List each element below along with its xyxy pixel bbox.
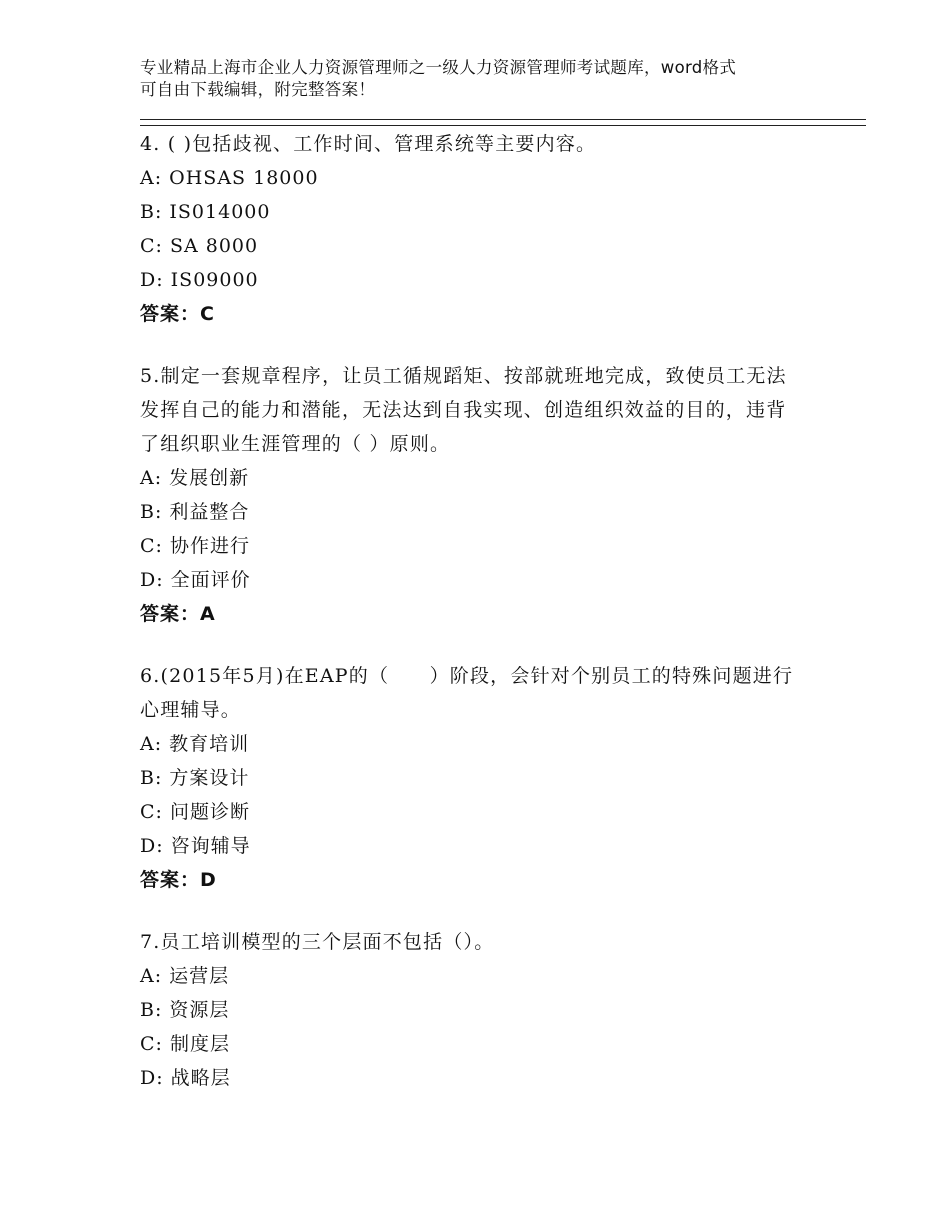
option-d: D: 战略层 (140, 1067, 231, 1089)
option-c: C: SA 8000 (140, 235, 259, 257)
option-d: D: 全面评价 (140, 569, 251, 591)
question-6 (140, 659, 800, 897)
option-c: C: 问题诊断 (140, 801, 250, 823)
option-b: B: 利益整合 (140, 501, 250, 523)
document-header (140, 57, 820, 101)
option-b: B: 资源层 (140, 999, 230, 1021)
question-stem: 5.制定一套规章程序，让员工循规蹈矩、按部就班地完成，致使员工无法发挥自己的能力和潜能，无法达到自我实现、创造组织效益的目的，违背了组织职业生涯管理的（ ）原则。 (140, 365, 787, 455)
answer: 答案：D (140, 869, 217, 891)
header-divider (140, 119, 866, 126)
option-b: B: IS014000 (140, 201, 271, 223)
option-a: A: OHSAS 18000 (140, 167, 319, 189)
header-line-1: 专业精品上海市企业人力资源管理师之一级人力资源管理师考试题库，word格式 (140, 58, 737, 77)
question-5 (140, 359, 800, 631)
option-a: A: 运营层 (140, 965, 230, 987)
option-c: C: 制度层 (140, 1033, 230, 1055)
answer: 答案：C (140, 303, 215, 325)
option-b: B: 方案设计 (140, 767, 250, 789)
header-line-2: 可自由下载编辑，附完整答案！ (140, 80, 376, 99)
answer: 答案：A (140, 603, 216, 625)
option-c: C: 协作进行 (140, 535, 250, 557)
option-d: D: IS09000 (140, 269, 259, 291)
question-stem: 6.(2015年5月)在EAP的（ ）阶段，会针对个别员工的特殊问题进行心理辅导。 (140, 665, 794, 721)
question-7 (140, 925, 800, 1095)
question-list (140, 127, 800, 1123)
option-a: A: 教育培训 (140, 733, 250, 755)
option-d: D: 咨询辅导 (140, 835, 251, 857)
question-stem: 4. ( )包括歧视、工作时间、管理系统等主要内容。 (140, 133, 597, 155)
question-stem: 7.员工培训模型的三个层面不包括（）。 (140, 931, 495, 953)
question-4 (140, 127, 800, 331)
option-a: A: 发展创新 (140, 467, 250, 489)
